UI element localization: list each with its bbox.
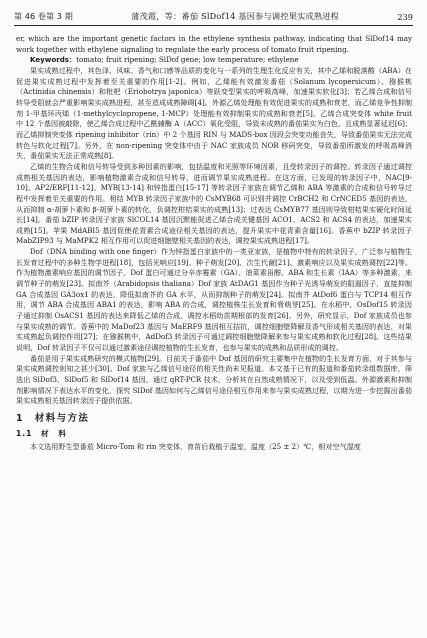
paragraph-study-aim: 番茄是用于果实成熟研究的模式植物[29]。目前关于番茄中 Dof 基因的研究主要集中在植物的生长发育方面，对于其参与果实成熟调控则知之甚少[30]。Dof 家族与乙烯信号途径的相关性尚未见报道。本文基于已有的报道和番茄转录组数据库，筛选出 SlDof3、SlDof5 和 SlDof14 基因，通过 qRT-PCR 技术，分析其在自然成熟情况下，以及受到低温、外源激素和抑制剂影响情况下表达水平的变化，探究 SlDof 基因如何与乙烯信号途径相互作用来参与果实成熟过程，以期为进一步挖掘出番茄果实成熟相关基因转录因子提供依据。 (16, 353, 412, 406)
keywords-text: tomato; fruit ripening; SlDof gene; low temperature; ethylene (76, 55, 299, 65)
keywords-label: Keywords： (30, 55, 77, 65)
abstract-tail: er, which are the important genetic factors in the ethylene synthesis pathway, indicating that SlDof14 may work together with ethylene signaling to regulate the early process of tomato fruit ripening. (16, 34, 412, 54)
paragraph-dof-family: Dof（DNA binding with one finger）作为锌指蛋白家族中的一类亚家族，是植物中特有的转录因子，广泛参与植物生长发育过程中的多种生物学进程[18]，包括光响应[19]、种子萌发[20]、次生代谢[21]、激素响应以及果实成熟调控[22]等。作为植物激素响应基因的调节因子，Dof 蛋白可通过分辛赤霉素（GA）、油菜素甾醇、ABA 和生长素（IAA）等多种激素，来调节种子的萌发[23]。拟南芥（Arabidopsis thaliana）Dof 家族 AtDAG1 基因作为种子光诱导萌发的阻遏因子，直接抑制 GA 合成基因 GA3ox1 的表达，降低拟南芥的 GA 水平，从而抑制种子的萌发[24]。拟南芥 AtDof6 蛋白与 TCP14 相互作用，调节 ABA 合成基因 ABA1 的表达，影响 ABA 的合成，调控植株生长发育和脅萌芽[25]。在水稻中，OsDof15 转录因子通过抑制 OsACS1 基因的表达来降低乙烯的合成，调控水稻幼苗期根部的发育[26]。另外，研究显示，Dof 家族成员也参与果实成熟的调节。香蕉中的 MaDof23 基因与 MaERF9 基因相互拮抗，调控细胞壁降解及香气形成相关基因的表达，对果实成熟起负调控作用[27]；在猕猴桃中，AdDof3 转录因子可通过调控细胞壁降解来参与果实成熟和软化过程[28]。这些结果说明，Dof 转录因子不仅可以通过激素途径调控植物的生长发育，也参与果实的成熟和品质形成的调控。 (16, 247, 412, 353)
paragraph-transcription-factors: 乙烯的生物合成和信号转导受到多种因素的影响，包括温度和光照等环境因素，且受转录因子的调控。转录因子通过调控成熟相关基因的表达，影响植物激素合成和信号转导，进而调节果实成熟进程。在这方面，已发现的转录因子中，NAC[9-10]、AP2/ERF[11-12]、MYB[13-14] 和锌指蛋白[15-17] 等转录因子家族在调节乙烯和 ABA 等激素的合成和信号转导过程中发挥着至关重要的作用。相结 MYB 转录因子家族中的 CsMYB68 可识别并调控 CrBCH2 和 CrNCED5 基因的表达，从而抑制 α-胡萝卜素和 β-胡萝卜素的转化，负调控柑桔果实的成熟[13]；过表达 CsMYB77 基因则导致柑桔果实硬化时间延长[14]。番茄 bZIP 转录因子家族 SlCOL14 基因沉默能促进乙烯合成关键基因 ACO1、ACS2 和 ACS4 的表达，加速果实成熟[15]。苹果 MdABI5 基因促使花青素合成途径相关基因的表达，提升果实中花青素含量[16]。香蕉中 bZIP 转录因子 MabZIP93 与 MaMPK2 相互作用可以促进细胞壁相关基因的表达，调控果实成熟进程[17]。 (16, 161, 412, 246)
issue-label: 第 46 卷第 3 期 (14, 11, 73, 21)
page-header (14, 10, 413, 26)
paragraph-ripening-hormones: 果实成熟过程中，其色泽、风味、香气和口感等品质的变化与一系列的生理生化反应有关，其中乙烯和脱落酸（ABA）在促进果实成熟过程中发挥着至关重要的作用[1-2]。例如，乙烯能有效激发番茄（Solanum lycopersicum）、猕猴桃（Actinidia chinensis）和枇杷（Eriobotrya japonica）等跃变型果实的呼吸高峰，加速果实软化[3]；若乙烯合成和信号转导受阻就会严重影响果实成熟进程，甚至造成成熟障碍[4]。外源乙烯处理能有效促进果实的成熟和衰老，而乙烯竞争性抑制剂 1-甲基环丙烯（1-methylcyclopropene, 1-MCP）处理能有效抑制果实的成熟和衰老[5]。乙烯合成突变体 white fruit 中 12 个基因被敲除，使乙烯合成过程中乙酰辅酶 A（ACC）氧化受阻，导致未成熟的番茄果实为白色，且成熟显著延迟[6]；而乙烯抑制突变体 ripening inhibitor（rin）中 2 个基因 RIN 与 MADS-box 因段会突变功能丧失，导致番茄果实无法完成转色与软化过程[7]。另外，在 non-ripening 突变体中由于 NAC 家族成员 NOR 移码突变，导致番茄所激发的呼吸高峰消失，番茄果实无法正常成熟[8]。 (16, 65, 412, 161)
section-heading-methods: 1 材料与方法 (16, 412, 90, 424)
article-body (16, 34, 412, 453)
keywords-line (16, 55, 412, 66)
page-number: 239 (397, 11, 413, 22)
paragraph-materials: 本文选用野生型番茄 Micro-Tom 和 rin 突变体，育苗后栽植于温室，温度（25 ± 2）℃，相对空气湿度 (30, 442, 361, 452)
running-title: 蒲茂霞，等：番茄 SlDof14 基因参与调控果实成熟进程 (131, 11, 340, 21)
subsection-heading-materials: 1.1 材 料 (16, 428, 67, 438)
